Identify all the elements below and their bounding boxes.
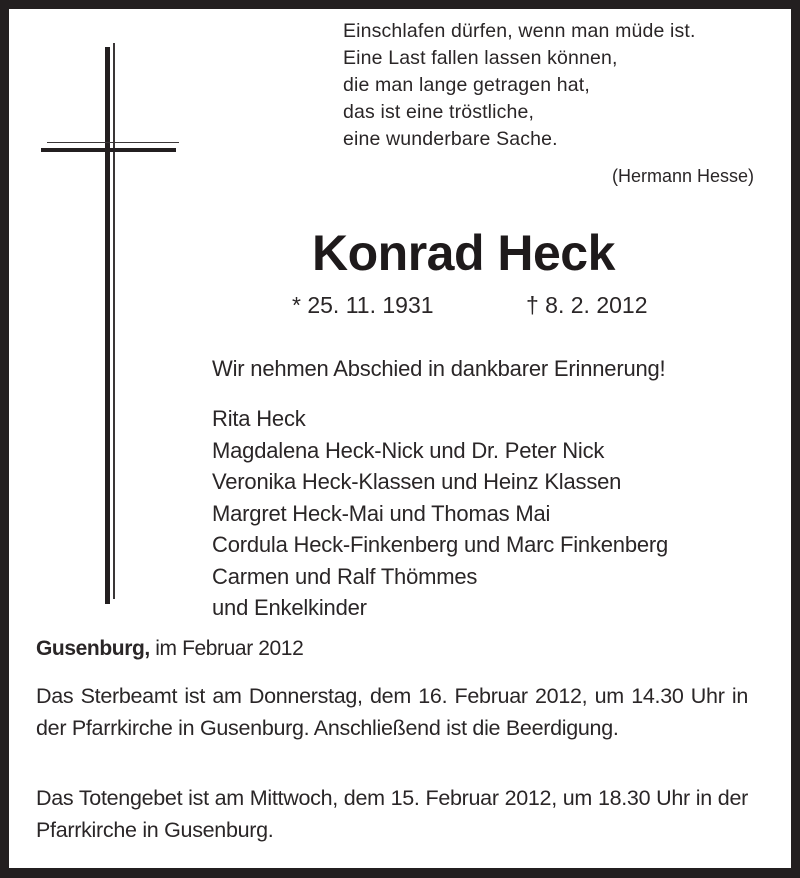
cross-horizontal-thick [41,148,176,152]
farewell-text: Wir nehmen Abschied in dankbarer Erinnerung! [212,356,666,381]
poem-line: Eine Last fallen lassen können, [343,47,618,69]
cross-vertical-thin [113,43,115,599]
death-date: † 8. 2. 2012 [526,292,648,318]
poem-author: (Hermann Hesse) [611,166,754,186]
cross-vertical-thick [105,47,110,604]
poem [343,18,696,153]
mourner: Cordula Heck-Finkenberg und Marc Finkenberg [212,532,669,557]
mourner: Rita Heck [212,406,306,431]
cross-horizontal-thin [47,142,179,143]
birth-date: * 25. 11. 1931 [292,292,434,318]
mourner: und Enkelkinder [212,595,367,620]
poem-line: Einschlafen dürfen, wenn man müde ist. [343,20,696,42]
mourner: Veronika Heck-Klassen und Heinz Klassen [212,469,622,494]
place-town: Gusenburg, [36,637,150,660]
poem-line: eine wunderbare Sache. [343,128,558,150]
funeral-mass-notice: Das Sterbeamt ist am Donnerstag, dem 16. Februar 2012, um 14.30 Uhr in der Pfarrkirche in Gusenburg. Anschließend ist die Beerdigung. [36,684,748,740]
mourner: Magdalena Heck-Nick und Dr. Peter Nick [212,437,605,463]
prayer-notice: Das Totengebet ist am Mittwoch, dem 15. Februar 2012, um 18.30 Uhr in der Pfarrkirche in Gusenburg. [36,786,748,842]
poem-line: das ist eine tröstliche, [343,101,535,123]
place-date-line [36,637,303,661]
poem-line: die man lange getragen hat, [343,74,590,96]
mourners-list [212,403,668,624]
deceased-name: Konrad Heck [312,225,615,281]
mourner: Margret Heck-Mai und Thomas Mai [212,500,551,526]
place-date: im Februar 2012 [149,637,304,660]
mourner: Carmen und Ralf Thömmes [212,563,478,589]
